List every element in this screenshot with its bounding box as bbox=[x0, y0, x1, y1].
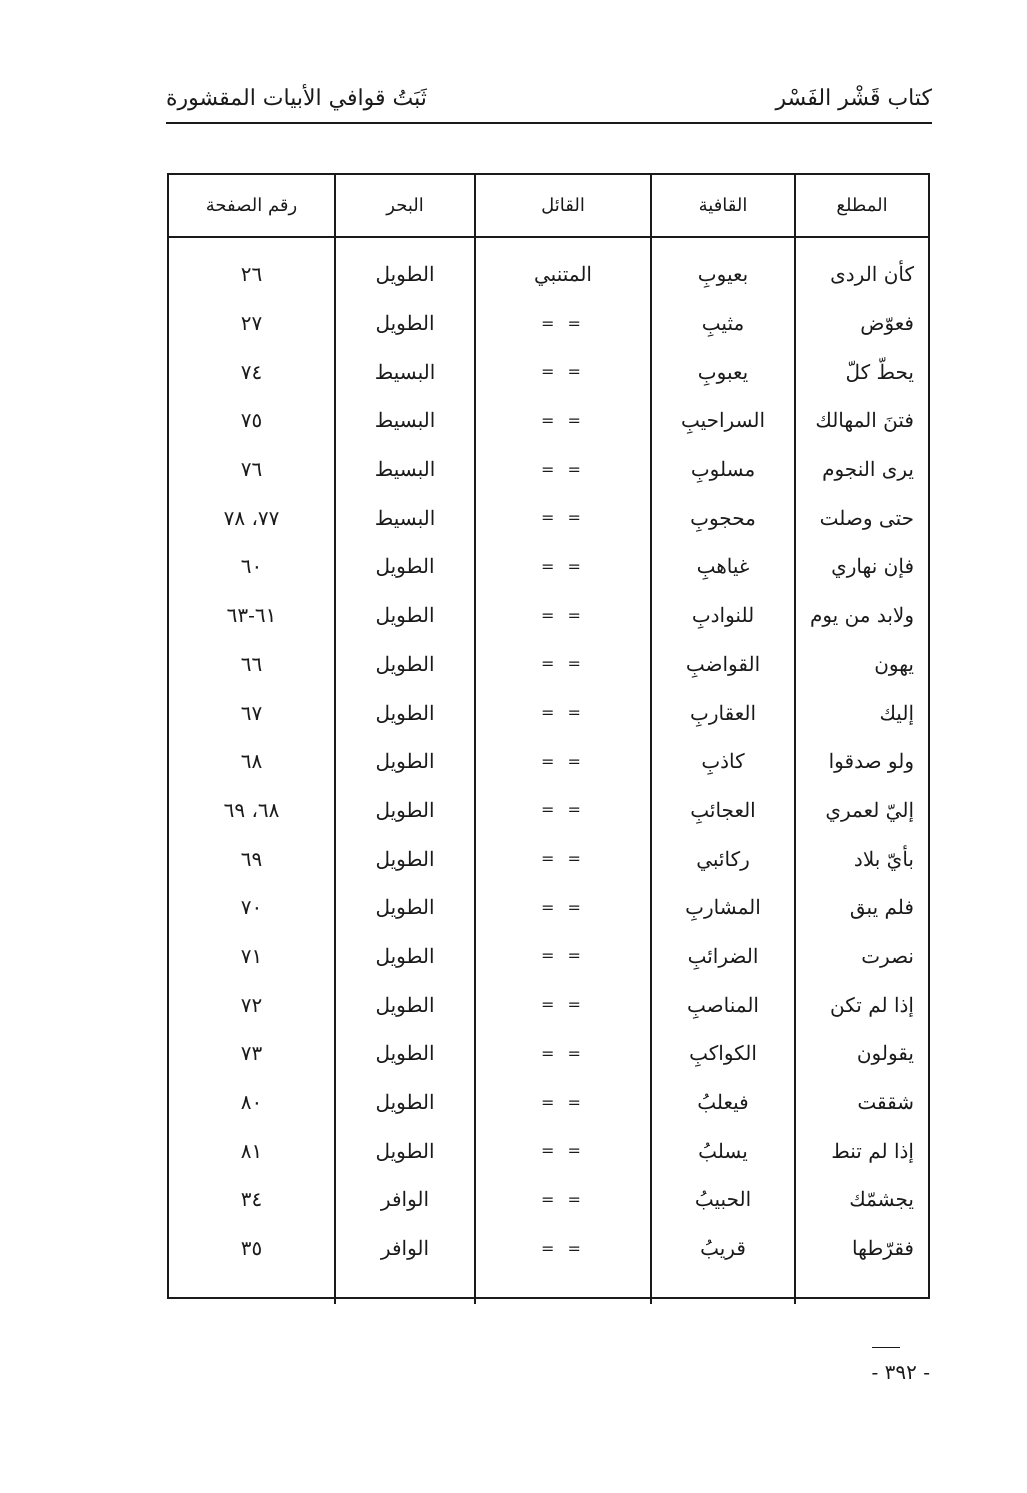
cell-page: ٧١ bbox=[240, 943, 263, 968]
table-row bbox=[169, 250, 928, 299]
cell-qail: = = bbox=[475, 883, 651, 932]
cell-matla: إليّ لعمري bbox=[795, 786, 928, 835]
table-row bbox=[169, 1029, 928, 1078]
table-row bbox=[169, 883, 928, 932]
table-header-row bbox=[169, 175, 928, 237]
index-table bbox=[169, 175, 928, 1304]
cell-bahr: الطويل bbox=[335, 640, 475, 689]
cell-matla: يهون bbox=[795, 640, 928, 689]
cell-matla: فلم يبق bbox=[795, 883, 928, 932]
cell-qafiya: العجائبِ bbox=[651, 786, 795, 835]
table-row bbox=[169, 737, 928, 786]
cell-qafiya: مثيبِ bbox=[651, 299, 795, 348]
cell-qafiya: السراحيبِ bbox=[651, 396, 795, 445]
cell-qail: = = bbox=[475, 980, 651, 1029]
cell-page: ٦٦ bbox=[240, 651, 263, 676]
cell-qail: المتنبي bbox=[475, 250, 651, 299]
cell-qail: = = bbox=[475, 737, 651, 786]
cell-qail: = = bbox=[475, 347, 651, 396]
cell-matla: ولو صدقوا bbox=[795, 737, 928, 786]
table-row bbox=[169, 980, 928, 1029]
cell-bahr: الطويل bbox=[335, 542, 475, 591]
table-row bbox=[169, 688, 928, 737]
table-row bbox=[169, 1224, 928, 1273]
column-header-qafiya: القافية bbox=[651, 175, 795, 237]
cell-qail: = = bbox=[475, 542, 651, 591]
cell-bahr: الطويل bbox=[335, 932, 475, 981]
page-number: - ٣٩٢ - bbox=[871, 1360, 930, 1384]
table-row bbox=[169, 445, 928, 494]
cell-matla: يحطّ كلّ bbox=[795, 347, 928, 396]
cell-qail: = = bbox=[475, 1029, 651, 1078]
cell-bahr: الطويل bbox=[335, 591, 475, 640]
rhymes-index-table bbox=[167, 173, 930, 1299]
cell-qafiya: القواضبِ bbox=[651, 640, 795, 689]
cell-page: ٨٠ bbox=[240, 1090, 263, 1115]
cell-page: ٧٢ bbox=[240, 992, 263, 1017]
cell-qafiya: ركائبي bbox=[651, 834, 795, 883]
column-header-matla: المطلع bbox=[795, 175, 928, 237]
cell-qafiya: العقاربِ bbox=[651, 688, 795, 737]
table-row bbox=[169, 834, 928, 883]
table-row bbox=[169, 591, 928, 640]
cell-qail: = = bbox=[475, 299, 651, 348]
cell-bahr: البسيط bbox=[335, 493, 475, 542]
cell-qafiya: الضرائبِ bbox=[651, 932, 795, 981]
cell-qail: = = bbox=[475, 1078, 651, 1127]
table-row bbox=[169, 640, 928, 689]
cell-matla: إذا لم تنط bbox=[795, 1126, 928, 1175]
cell-qail: = = bbox=[475, 493, 651, 542]
cell-page: ٣٤ bbox=[240, 1187, 263, 1212]
cell-bahr: الطويل bbox=[335, 1078, 475, 1127]
column-header-qail: القائل bbox=[475, 175, 651, 237]
cell-matla: شققت bbox=[795, 1078, 928, 1127]
cell-bahr: الطويل bbox=[335, 688, 475, 737]
table-row bbox=[169, 396, 928, 445]
cell-qafiya: فيعلبُ bbox=[651, 1078, 795, 1127]
cell-qail: = = bbox=[475, 786, 651, 835]
table-row bbox=[169, 299, 928, 348]
cell-page: ٦٩ bbox=[240, 846, 263, 871]
table-row bbox=[169, 542, 928, 591]
cell-page: ٦٧ bbox=[240, 700, 263, 725]
book-title: كتاب قَشْر الفَسْر bbox=[775, 86, 932, 111]
cell-page: ٨١ bbox=[240, 1138, 263, 1163]
cell-matla: إليك bbox=[795, 688, 928, 737]
cell-qafiya: غياهبِ bbox=[651, 542, 795, 591]
cell-matla: إذا لم تكن bbox=[795, 980, 928, 1029]
cell-bahr: الوافر bbox=[335, 1224, 475, 1273]
cell-bahr: البسيط bbox=[335, 396, 475, 445]
table-row bbox=[169, 1126, 928, 1175]
cell-qafiya: كاذبِ bbox=[651, 737, 795, 786]
table-body bbox=[169, 237, 928, 1304]
cell-bahr: الطويل bbox=[335, 250, 475, 299]
cell-qail: = = bbox=[475, 396, 651, 445]
cell-bahr: الطويل bbox=[335, 299, 475, 348]
table-row bbox=[169, 1078, 928, 1127]
header-rule bbox=[166, 122, 932, 124]
cell-page: ٧٠ bbox=[240, 895, 263, 920]
cell-qail: = = bbox=[475, 932, 651, 981]
cell-page: ٧٦ bbox=[240, 457, 263, 482]
cell-bahr: الطويل bbox=[335, 786, 475, 835]
cell-matla: فتنَ المهالك bbox=[795, 396, 928, 445]
cell-qail: = = bbox=[475, 1126, 651, 1175]
cell-page: ٢٦ bbox=[240, 262, 263, 287]
cell-matla: بأيّ بلاد bbox=[795, 834, 928, 883]
cell-qail: = = bbox=[475, 1175, 651, 1224]
cell-bahr: الطويل bbox=[335, 980, 475, 1029]
cell-qafiya: محجوبِ bbox=[651, 493, 795, 542]
cell-bahr: الطويل bbox=[335, 883, 475, 932]
cell-page: ٧٧، ٧٨ bbox=[223, 505, 280, 530]
section-title: ثَبَتُ قوافي الأبيات المقشورة bbox=[166, 86, 427, 111]
table-row bbox=[169, 786, 928, 835]
cell-bahr: الطويل bbox=[335, 737, 475, 786]
cell-page: ٦٠ bbox=[240, 554, 263, 579]
column-header-page: رقم الصفحة bbox=[169, 175, 335, 237]
table-row bbox=[169, 1175, 928, 1224]
cell-page: ٣٥ bbox=[240, 1236, 263, 1261]
cell-matla: فقرّطها bbox=[795, 1224, 928, 1273]
cell-matla: ولابد من يوم bbox=[795, 591, 928, 640]
cell-qail: = = bbox=[475, 591, 651, 640]
cell-bahr: الطويل bbox=[335, 834, 475, 883]
cell-page: ٦١-٦٣ bbox=[226, 603, 277, 628]
cell-matla: يقولون bbox=[795, 1029, 928, 1078]
cell-qafiya: الحبيبُ bbox=[651, 1175, 795, 1224]
cell-qafiya: المناصبِ bbox=[651, 980, 795, 1029]
cell-matla: نصرت bbox=[795, 932, 928, 981]
column-header-bahr: البحر bbox=[335, 175, 475, 237]
footer-rule bbox=[872, 1347, 900, 1348]
cell-qafiya: قريبُ bbox=[651, 1224, 795, 1273]
cell-page: ٧٥ bbox=[240, 408, 263, 433]
cell-qafiya: الكواكبِ bbox=[651, 1029, 795, 1078]
cell-qafiya: للنوادبِ bbox=[651, 591, 795, 640]
cell-bahr: البسيط bbox=[335, 445, 475, 494]
page-footer bbox=[840, 1340, 930, 1400]
table-row bbox=[169, 493, 928, 542]
cell-matla: فعوّض bbox=[795, 299, 928, 348]
cell-page: ٧٤ bbox=[240, 359, 263, 384]
table-row bbox=[169, 932, 928, 981]
cell-qail: = = bbox=[475, 640, 651, 689]
cell-qail: = = bbox=[475, 445, 651, 494]
cell-matla: فإن نهاري bbox=[795, 542, 928, 591]
cell-bahr: الوافر bbox=[335, 1175, 475, 1224]
cell-qafiya: بعيوبِ bbox=[651, 250, 795, 299]
cell-page: ٧٣ bbox=[240, 1041, 263, 1066]
cell-qafiya: مسلوبِ bbox=[651, 445, 795, 494]
cell-page: ٢٧ bbox=[240, 311, 263, 336]
cell-qafiya: المشاربِ bbox=[651, 883, 795, 932]
cell-matla: كأن الردى bbox=[795, 250, 928, 299]
running-head bbox=[166, 80, 932, 122]
cell-page: ٦٨ bbox=[240, 749, 263, 774]
cell-qail: = = bbox=[475, 1224, 651, 1273]
cell-qafiya: يسلبُ bbox=[651, 1126, 795, 1175]
table-row bbox=[169, 347, 928, 396]
cell-page: ٦٨، ٦٩ bbox=[223, 797, 280, 822]
cell-matla: يجشمّك bbox=[795, 1175, 928, 1224]
cell-bahr: الطويل bbox=[335, 1029, 475, 1078]
cell-qail: = = bbox=[475, 688, 651, 737]
cell-bahr: البسيط bbox=[335, 347, 475, 396]
cell-qafiya: يعبوبِ bbox=[651, 347, 795, 396]
cell-bahr: الطويل bbox=[335, 1126, 475, 1175]
table-tail-row bbox=[169, 1272, 928, 1304]
table-spacer-row bbox=[169, 237, 928, 250]
cell-matla: يرى النجوم bbox=[795, 445, 928, 494]
cell-matla: حتى وصلت bbox=[795, 493, 928, 542]
cell-qail: = = bbox=[475, 834, 651, 883]
